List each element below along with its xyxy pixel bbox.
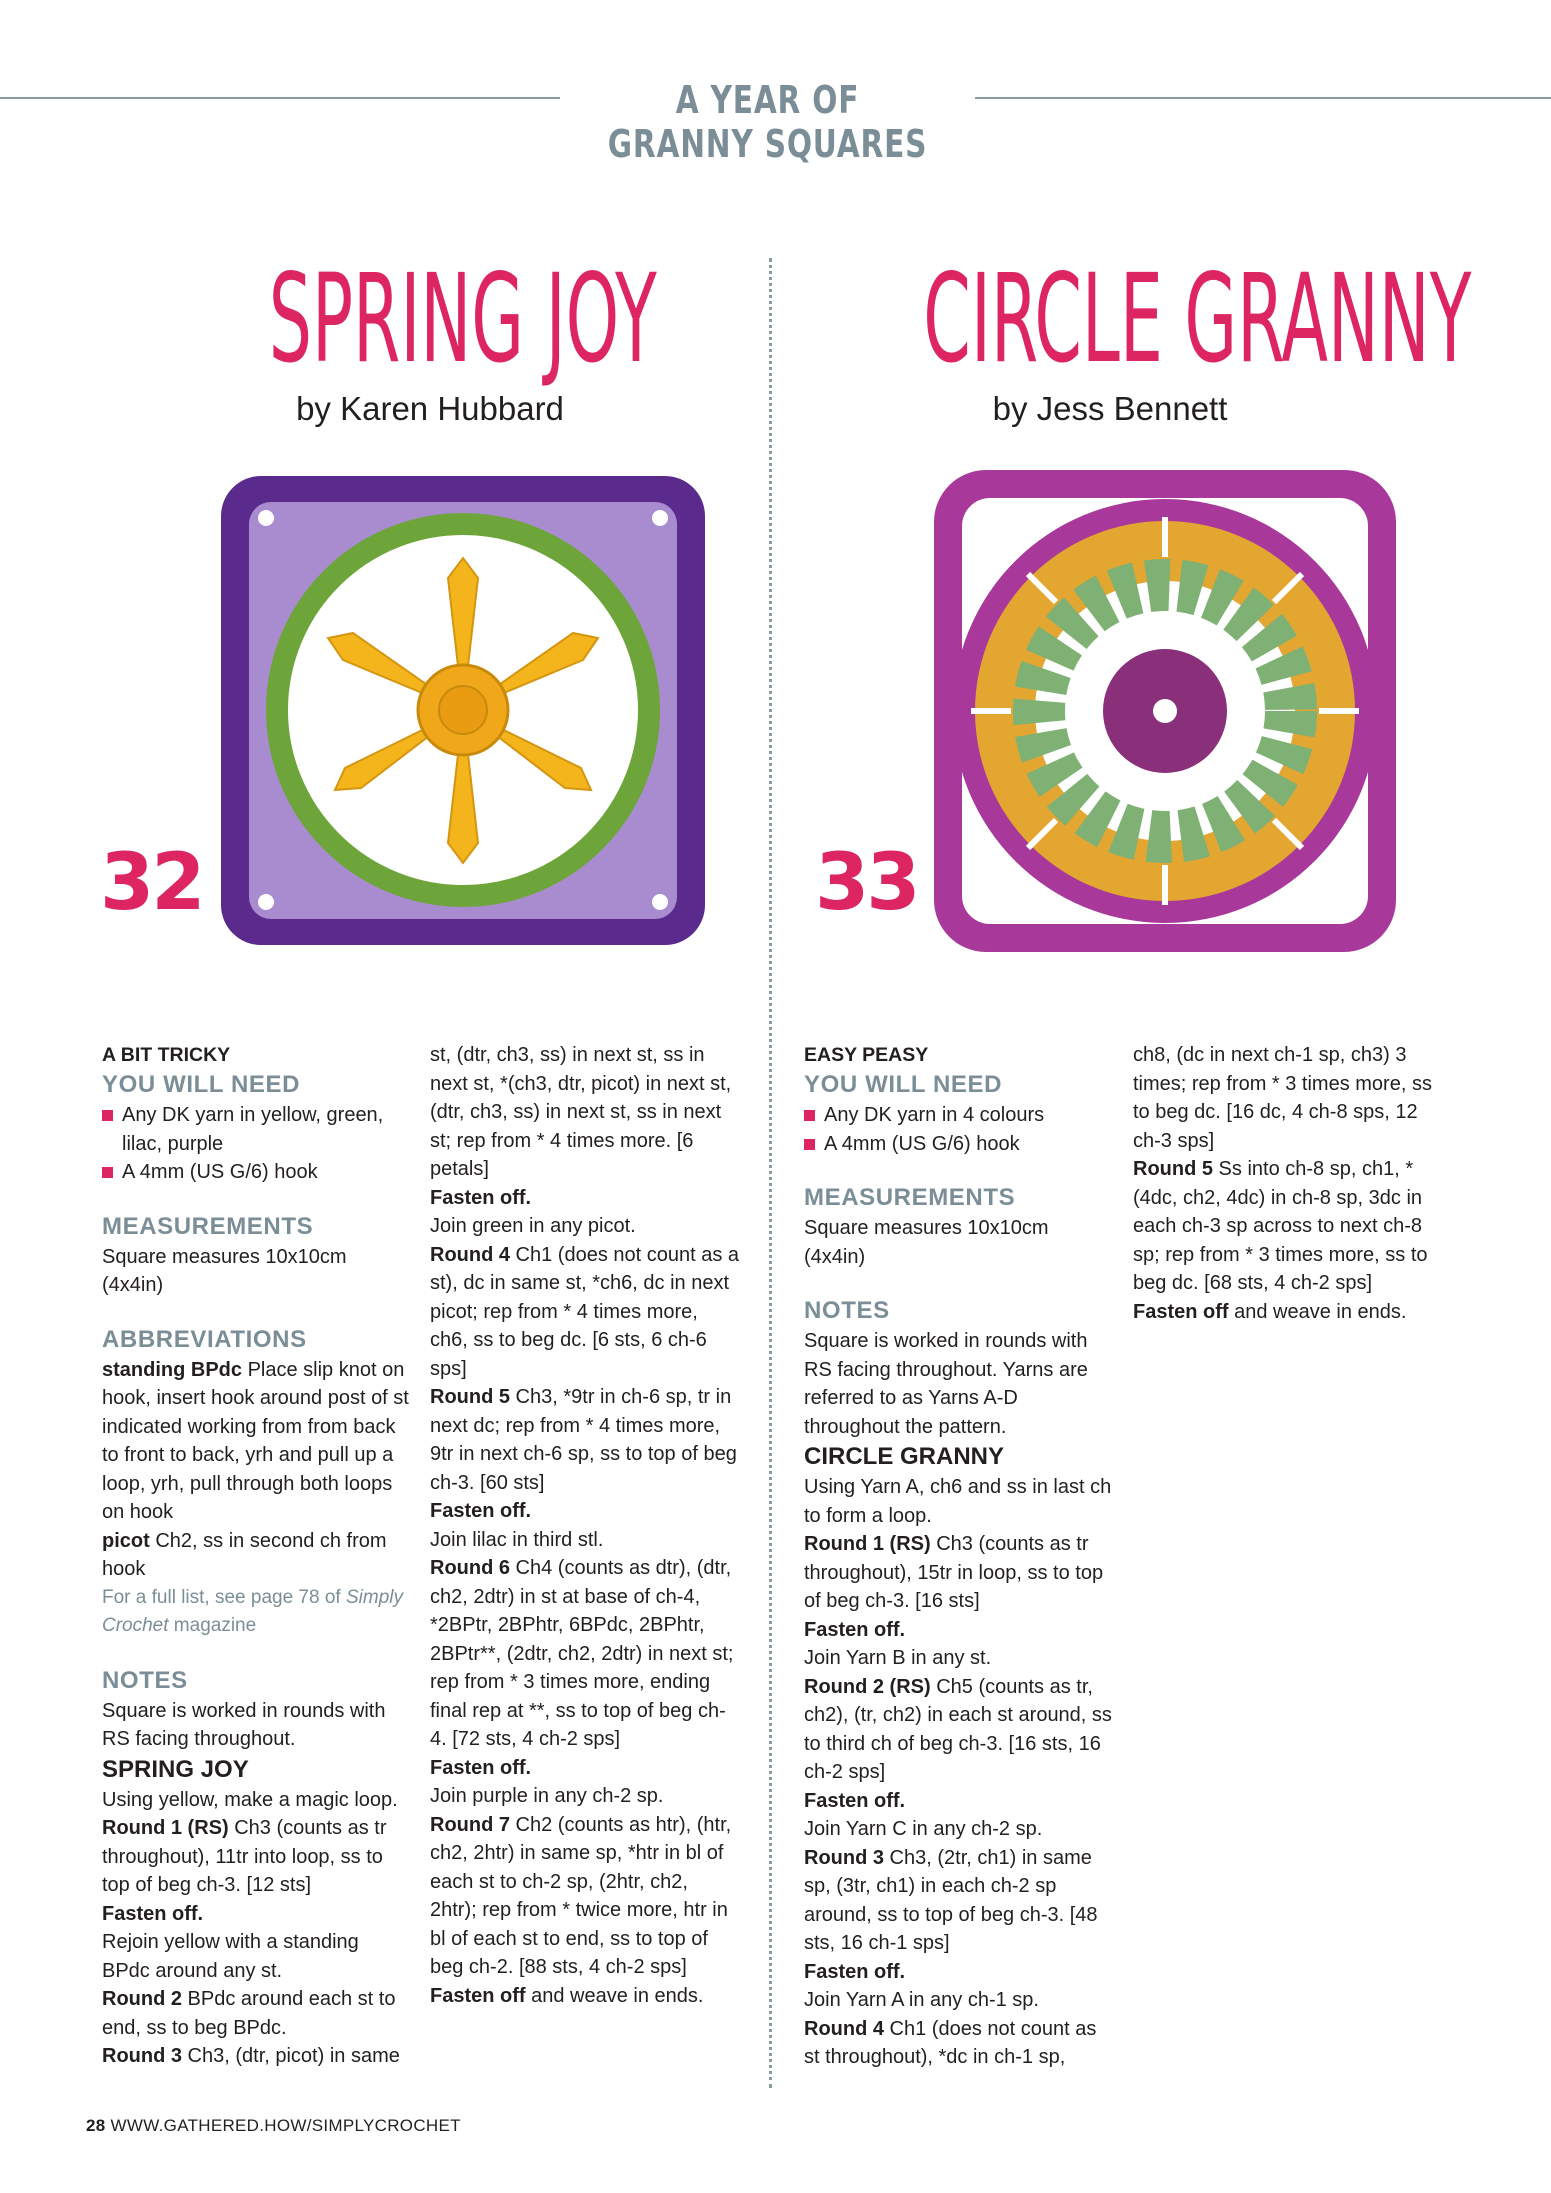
fasten-off: Fasten off. [804, 1618, 906, 1641]
section-heading-measurements: MEASUREMENTS [102, 1212, 314, 1240]
round-4: Round 4 Ch1 (does not count as st throughout), *dc in ch-1 sp, [804, 2017, 1097, 2068]
round-3: Round 3 Ch3, (2tr, ch1) in same sp, (3tr, ch1) in each ch-2 sp around, ss to top of beg ch-3. [48 sts, 16 ch-1 sps] [804, 1846, 1098, 1954]
round-6: Round 6 Ch4 (counts as dtr), (dtr, ch2, 2dtr) in st at base of ch-4, *2BPtr, 2BPhtr, 6BPdc, 2BPhtr, 2BPtr**, (2dtr, ch2, 2dtr) in next st; rep from * 3 times more, ending final rep at **, ss to top of beg ch-4. [72 sts, 4 ch-2 sps] [430, 1557, 734, 1750]
spring-joy-column-2 [430, 1041, 740, 2010]
bullet-square-icon [102, 1110, 113, 1121]
round-2: Round 2 BPdc around each st to end, ss to beg BPdc. [102, 1988, 396, 2039]
circle-granny-column-1 [804, 1041, 1114, 2072]
notes-text: Square is worked in rounds with RS facing throughout. [102, 1699, 386, 1750]
round-5: Round 5 Ss into ch-8 sp, ch1, *(4dc, ch2, 4dc) in ch-8 sp, 3dc in each ch-3 sp across to next ch-8 sp; rep from * 3 times more, ss to beg dc. [68 sts, 4 ch-2 sps] [1133, 1158, 1428, 1294]
difficulty-label: A BIT TRICKY [102, 1044, 231, 1066]
section-heading-measurements: MEASUREMENTS [804, 1184, 1016, 1211]
round-2: Round 2 (RS) Ch5 (counts as tr, ch2), (tr, ch2) in each st around, ss to third ch of beg ch-3. [16 sts, 16 ch-2 sps] [804, 1675, 1112, 1783]
pattern-number-32: 32 [100, 838, 203, 928]
fasten-off: Fasten off. [430, 1186, 532, 1209]
round-4-continued: ch8, (dc in next ch-1 sp, ch3) 3 times; rep from * 3 times more, ss to beg dc. [16 dc, 4 ch-8 sps, 12 ch-3 sps] [1133, 1044, 1432, 1152]
join-instruction: Join purple in any ch-2 sp. [430, 1785, 664, 1807]
round-4: Round 4 Ch1 (does not count as a st), dc in same st, *ch6, dc in next picot; rep from * 4 times more, ch6, ss to beg dc. [6 sts, 6 ch-6 sps] [430, 1243, 740, 1380]
measurements-text: Square measures 10x10cm (4x4in) [102, 1245, 347, 1296]
join-instruction: Join lilac in third stl. [430, 1528, 604, 1551]
pattern-heading-spring-joy: SPRING JOY [102, 1755, 249, 1783]
pattern-intro: Using Yarn A, ch6 and ss in last ch to form a loop. [804, 1476, 1112, 1527]
header-title: A YEAR OF GRANNY SQUARES [607, 78, 928, 166]
pattern-heading-circle-granny: CIRCLE GRANNY [804, 1443, 1005, 1470]
pattern-title-circle-granny: CIRCLE GRANNY [923, 248, 1472, 390]
round-1: Round 1 (RS) Ch3 (counts as tr throughout), 11tr into loop, ss to top of beg ch-3. [12 sts] [102, 1817, 387, 1896]
notes-text: Square is worked in rounds with RS facing throughout. Yarns are referred to as Yarns A-D throughout the pattern. [804, 1330, 1088, 1438]
measurements-text: Square measures 10x10cm (4x4in) [804, 1217, 1049, 1268]
fasten-off: Fasten off. [804, 1960, 906, 1983]
fasten-off-final: Fasten off and weave in ends. [1133, 1300, 1407, 1323]
fasten-off-final: Fasten off and weave in ends. [430, 1984, 704, 2007]
bullet-square-icon [102, 1167, 113, 1178]
fasten-off: Fasten off. [102, 1902, 204, 1925]
page-footer [86, 2116, 461, 2136]
round-3: Round 3 Ch3, (dtr, picot) in same [102, 2045, 400, 2067]
circle-granny-column-2 [1133, 1041, 1443, 1326]
fasten-off: Fasten off. [804, 1789, 906, 1812]
round-3-continued: st, (dtr, ch3, ss) in next st, ss in next st, *(ch3, dtr, picot) in next st, (dtr, ch3, ss) in next st, ss in next st; rep from * 4 times more. [6 petals] [430, 1044, 732, 1180]
material-item: A 4mm (US G/6) hook [804, 1130, 1114, 1159]
round-5: Round 5 Ch3, *9tr in ch-6 sp, tr in next dc; rep from * 4 times more, 9tr in next ch-6 sp, ss to top of beg ch-3. [60 sts] [430, 1386, 737, 1494]
fasten-off: Fasten off. [430, 1500, 532, 1522]
join-instruction: Join Yarn C in any ch-2 sp. [804, 1818, 1043, 1840]
pattern-title-spring-joy: SPRING JOY [268, 248, 657, 390]
material-item: Any DK yarn in 4 colours [804, 1101, 1114, 1130]
fasten-off: Fasten off. [430, 1756, 532, 1779]
join-instruction: Join Yarn A in any ch-1 sp. [804, 1989, 1039, 2011]
section-heading-you-will-need: YOU WILL NEED [804, 1071, 1003, 1098]
round-7: Round 7 Ch2 (counts as htr), (htr, ch2, 2htr) in same sp, *htr in bl of each st to ch-2 sp, (2htr, ch2, 2htr); rep from * twice more, htr in bl of each st to end, ss to top of beg ch-2. [88 sts, 4 ch-2 sps] [430, 1813, 732, 1978]
full-list-note: For a full list, see page 78 of Simply Crochet magazine [102, 1586, 403, 1636]
join-instruction: Join green in any picot. [430, 1215, 636, 1237]
join-instruction: Join Yarn B in any st. [804, 1647, 992, 1669]
abbreviation-picot: picot Ch2, ss in second ch from hook [102, 1529, 387, 1580]
spring-joy-square-photo [213, 468, 713, 953]
bullet-square-icon [804, 1110, 815, 1121]
header-rule-right [975, 97, 1551, 99]
abbreviation-standing-bpdc: standing BPdc Place slip knot on hook, insert hook around post of st indicated working from from back to front to back, yrh and pull up a loop, yrh, pull through both loops on hook [102, 1358, 409, 1523]
byline-spring-joy: by Karen Hubbard [296, 390, 564, 427]
pattern-intro: Using yellow, make a magic loop. [102, 1788, 398, 1811]
section-heading-abbreviations: ABBREVIATIONS [102, 1325, 307, 1353]
spring-joy-column-1 [102, 1041, 412, 2071]
column-divider [769, 258, 772, 2088]
pattern-number-33: 33 [815, 838, 918, 928]
section-heading-notes: NOTES [102, 1666, 188, 1694]
material-item: Any DK yarn in yellow, green, lilac, purple [102, 1101, 412, 1158]
rejoin-instruction: Rejoin yellow with a standing BPdc around any st. [102, 1931, 359, 1982]
material-item: A 4mm (US G/6) hook [102, 1158, 412, 1187]
difficulty-label: EASY PEASY [804, 1044, 929, 1066]
circle-granny-square-photo [926, 462, 1404, 960]
section-heading-notes: NOTES [804, 1297, 890, 1324]
section-heading-you-will-need: YOU WILL NEED [102, 1071, 301, 1098]
page-number: 28 [86, 2116, 106, 2135]
bullet-square-icon [804, 1139, 815, 1150]
page-header [0, 70, 1551, 166]
header-rule-left [0, 97, 560, 99]
round-1: Round 1 (RS) Ch3 (counts as tr throughout), 15tr in loop, ss to top of beg ch-3. [16 sts] [804, 1533, 1104, 1612]
footer-url: WWW.GATHERED.HOW/SIMPLYCROCHET [110, 2116, 461, 2135]
byline-circle-granny: by Jess Bennett [992, 390, 1228, 427]
